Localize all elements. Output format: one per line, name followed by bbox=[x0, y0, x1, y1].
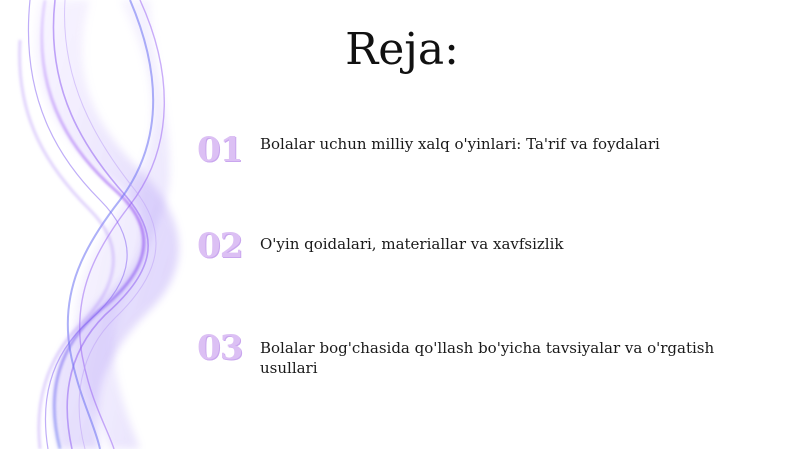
agenda-number-3: 03 bbox=[197, 328, 243, 368]
agenda-number-1: 01 bbox=[197, 130, 243, 170]
agenda-text-1: Bolalar uchun milliy xalq o'yinlari: Ta'rif va foydalari bbox=[260, 135, 660, 153]
agenda-item-2 bbox=[197, 226, 757, 286]
purple-smoke-ribbon-icon bbox=[0, 0, 200, 449]
agenda-text-2: O'yin qoidalari, materiallar va xavfsizlik bbox=[260, 235, 564, 253]
agenda-item-1 bbox=[197, 130, 757, 190]
slide-title: Reja: bbox=[345, 24, 459, 75]
agenda-number-2: 02 bbox=[197, 226, 243, 266]
agenda-item-3 bbox=[197, 328, 757, 388]
agenda-text-3: Bolalar bog'chasida qo'llash bo'yicha tavsiyalar va o'rgatish usullari bbox=[260, 339, 715, 377]
